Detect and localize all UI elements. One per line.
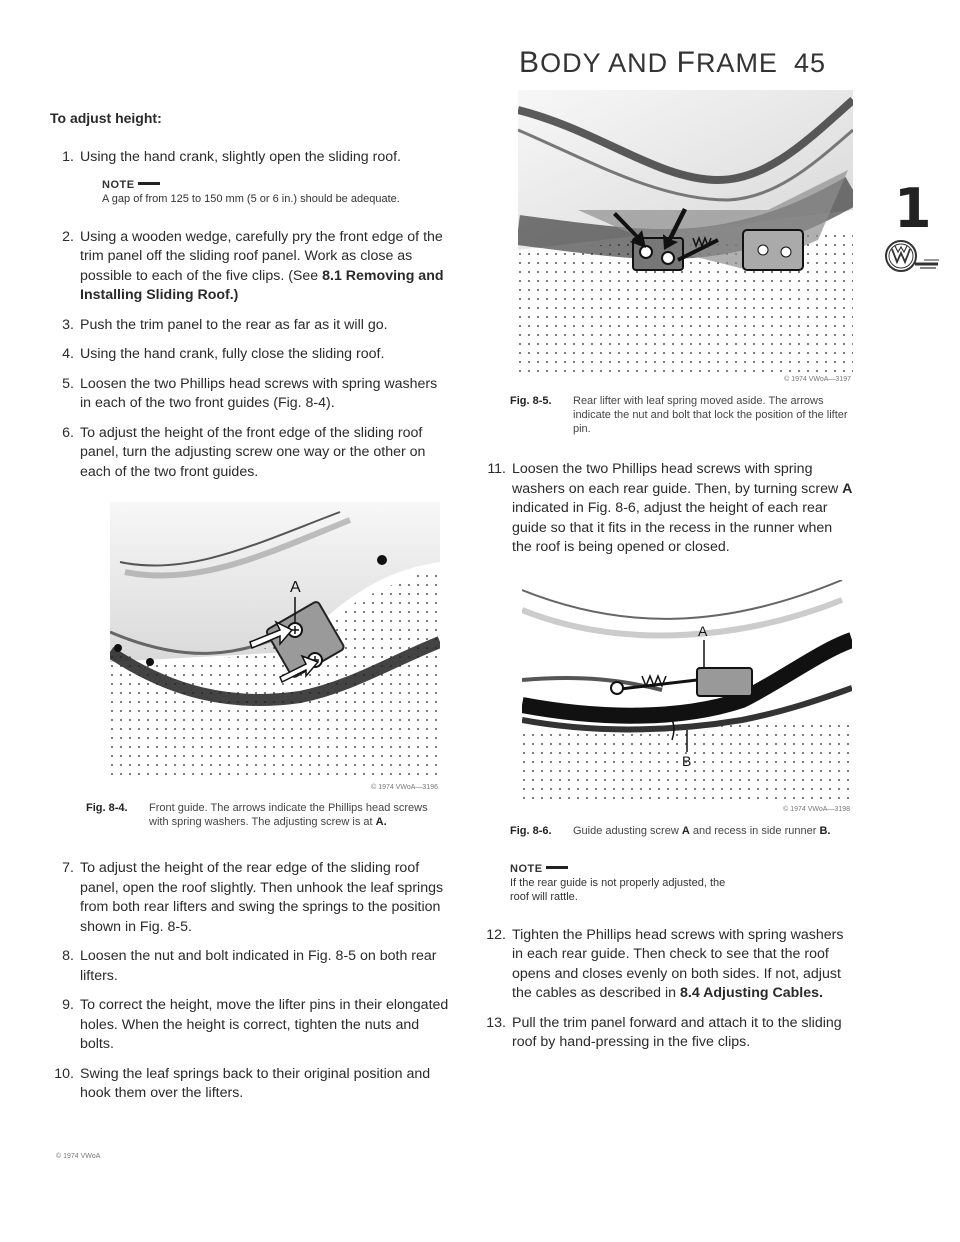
caption-fig-8-5 (510, 394, 850, 436)
step-number: 5. (62, 375, 74, 392)
step-6 (50, 424, 450, 483)
step-number: 8. (62, 948, 74, 964)
header-initial-b: B (519, 46, 541, 79)
note-title: NOTE (102, 178, 450, 192)
caption-bold-b: B. (819, 824, 831, 837)
step-number: 9. (62, 997, 74, 1013)
step-4 (50, 345, 450, 365)
step-text: Using the hand crank, slightly open the sliding roof. (80, 149, 401, 165)
step-5 (50, 375, 450, 414)
note-gap (102, 178, 450, 206)
figure-8-5 (518, 90, 853, 390)
figure-8-6 (522, 580, 852, 820)
caption-text: Rear lifter with leaf spring moved aside. The arrows indicate the nut and bolt that lock the position of the lifter pin. (573, 395, 848, 435)
step-text: Pull the trim panel forward and attach it to the sliding roof by hand-pressing in the five clips. (512, 1014, 842, 1050)
page-header (519, 46, 826, 80)
step-number: 13. (486, 1014, 506, 1031)
caption-label: Fig. 8-5. (510, 395, 552, 407)
step-9 (50, 996, 450, 1055)
caption-text: Guide adusting screw (573, 824, 682, 837)
header-initial-f: F (676, 46, 696, 79)
rear-guide-photo (522, 580, 852, 805)
figure-8-4 (110, 502, 440, 797)
header-word-frame: RAME (695, 48, 778, 78)
vw-logo-icon (884, 238, 944, 281)
figure-copyright: © 1974 VWoA—3196 (371, 784, 438, 791)
front-guide-photo (110, 502, 440, 782)
step-text: Push the trim panel to the rear as far as it will go. (80, 316, 388, 333)
left-column (50, 110, 450, 1114)
caption-fig-8-4 (86, 801, 436, 829)
fig6-marker-b: B (682, 752, 692, 769)
step-text: To adjust the height of the front edge of the sliding roof panel, turn the adjusting screw one way or the other on each of the two front guides. (80, 424, 426, 480)
step-number: 4. (62, 346, 74, 362)
step-7 (50, 859, 450, 937)
step-text: Swing the leaf springs back to their original position and hook them over the lifters. (80, 1065, 431, 1101)
step-text-cont: indicated in Fig. 8-6, adjust the height of each rear guide so that it fits in the recess in the runner when the roof is being opened or closed. (512, 500, 833, 555)
step-reference: 8.1 Removing and Installing Sliding Roof.) (80, 267, 444, 303)
step-number: 11. (487, 461, 506, 477)
step-text: Loosen the nut and bolt indicated in Fig. 8-5 on both rear lifters. (80, 948, 437, 984)
step-text: Tighten the Phillips head screws with spring washers in each rear guide. Then check to see that the roof opens and closes evenly on both sides. If not, adjust the cables as described in (512, 926, 844, 1001)
right-column (482, 90, 854, 1063)
figure-copyright: © 1974 VWoA—3198 (783, 805, 850, 813)
section-tab (884, 177, 944, 281)
step-1 (50, 148, 450, 168)
page-number: 45 (793, 48, 826, 78)
step-number: 1. (62, 149, 74, 165)
step-text: To adjust the height of the rear edge of the sliding roof panel, open the roof slightly. Then unhook the leaf springs from both rear lifters and swing the springs to the position shown in Fig. 8-5. (80, 860, 444, 935)
rear-lifter-photo (518, 90, 853, 375)
step-2 (50, 228, 450, 306)
fig6-marker-a: A (698, 622, 708, 639)
step-bold-a: A (842, 480, 853, 497)
fig4-marker-a: A (290, 579, 301, 596)
header-word-body: ODY AND (540, 48, 677, 78)
step-number: 10. (54, 1065, 74, 1082)
caption-label: Fig. 8-4. (86, 802, 128, 814)
note-text: If the rear guide is not properly adjusted, the roof will rattle. (510, 876, 726, 903)
note-title: NOTE (510, 862, 854, 876)
step-number: 12. (486, 926, 506, 943)
step-number: 6. (62, 424, 74, 441)
caption-text-mid: and recess in side runner (689, 824, 820, 837)
step-13 (482, 1014, 854, 1053)
step-text: Using a wooden wedge, carefully pry the front edge of the trim panel off the sliding roof panel. Work as close as possible to each of the five clips. (See (80, 228, 443, 284)
caption-label: Fig. 8-6. (510, 824, 552, 837)
figure-copyright: © 1974 VWoA—3197 (784, 376, 851, 383)
caption-fig-8-6 (510, 824, 850, 838)
step-number: 2. (62, 228, 74, 245)
step-text: Loosen the two Phillips head screws with spring washers in each of the two front guides (Fig. 8-4). (80, 375, 438, 411)
step-text: To correct the height, move the lifter pins in their elongated holes. When the height is correct, tighten the nuts and bolts. (80, 997, 449, 1052)
step-3 (50, 316, 450, 336)
section-number: 1 (894, 177, 932, 240)
step-number: 3. (62, 316, 74, 333)
footer-copyright: © 1974 VWoA (56, 1153, 101, 1160)
caption-text: Front guide. The arrows indicate the Phillips head screws with spring washers. The adjusting screw is at (149, 802, 428, 828)
caption-bold-a: A (681, 824, 690, 837)
step-text: Loosen the two Phillips head screws with spring washers on each rear guide. Then, by turning screw (512, 461, 843, 497)
step-12 (482, 926, 854, 1004)
step-number: 7. (62, 860, 74, 876)
caption-bold: A. (375, 816, 387, 828)
step-11 (482, 460, 854, 558)
note-text: A gap of from 125 to 150 mm (5 or 6 in.) should be adequate. (102, 192, 400, 205)
subhead-adjust-height: To adjust height: (50, 110, 162, 126)
step-reference: 8.4 Adjusting Cables. (680, 985, 823, 1001)
step-8 (50, 947, 450, 986)
note-rattle (510, 862, 854, 904)
step-text: Using the hand crank, fully close the sliding roof. (80, 346, 385, 362)
step-10 (50, 1065, 450, 1104)
